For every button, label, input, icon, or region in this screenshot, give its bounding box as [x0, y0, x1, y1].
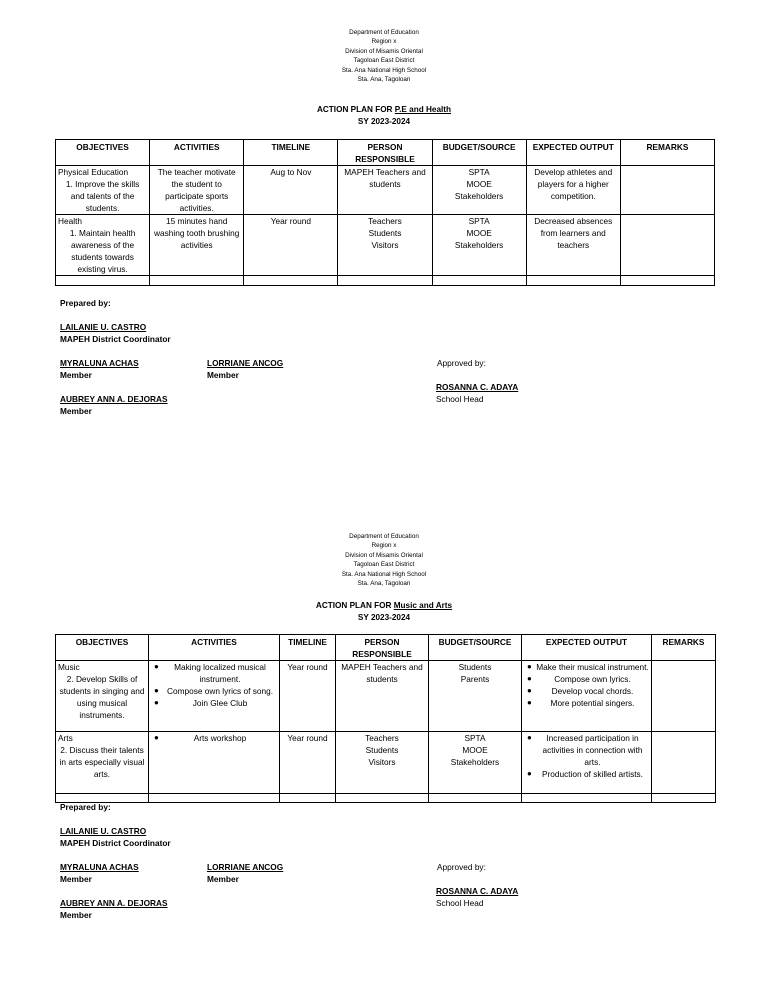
activities-cell: 15 minutes hand washing tooth brushing activities: [150, 215, 244, 276]
header-line: Region x: [371, 38, 397, 46]
timeline-cell: Year round: [280, 732, 336, 794]
budget-cell: SPTA MOOE Stakeholders: [429, 732, 522, 794]
school-head-signature: ROSANNA C. ADAYA School Head: [436, 886, 519, 908]
output-cell: Develop athletes and players for a higher competition.: [526, 166, 620, 215]
header-line: Division of Misamis Oriental: [345, 47, 423, 55]
plan-title: ACTION PLAN FOR P.E and Health SY 2023-2024: [0, 104, 768, 127]
column-header: ACTIVITIES: [149, 635, 280, 661]
list-item: ● More potential singers.: [524, 697, 649, 709]
member-signature: AUBREY ANN A. DEJORAS Member: [60, 898, 168, 920]
column-header: PERSON RESPONSIBLE: [338, 140, 432, 166]
remarks-cell: [620, 215, 714, 276]
person-cell: Teachers Students Visitors: [336, 732, 429, 794]
list-item: ● Compose own lyrics of song.: [151, 685, 277, 697]
member-signature: LORRIANE ANCOG Member: [207, 862, 284, 884]
plan-title: ACTION PLAN FOR Music and Arts SY 2023-2024: [0, 600, 768, 623]
school-year: SY 2023-2024: [357, 612, 411, 622]
table-header-row: [56, 635, 716, 661]
activities-cell: [149, 732, 280, 794]
output-cell: [522, 732, 652, 794]
table-row: [56, 215, 715, 276]
table-row: [56, 661, 716, 732]
activities-cell: [149, 661, 280, 732]
member-signature: AUBREY ANN A. DEJORAS Member: [60, 394, 168, 416]
header-line: Sta. Ana National High School: [341, 570, 427, 578]
person-cell: MAPEH Teachers and students: [338, 166, 432, 215]
column-header: OBJECTIVES: [56, 635, 149, 661]
prepared-by-label: Prepared by:: [60, 298, 111, 308]
table-header-row: [56, 140, 715, 166]
header-line: Department of Education: [349, 533, 419, 540]
school-head-signature: ROSANNA C. ADAYA School Head: [436, 382, 519, 404]
objective-cell: Arts 2. Discuss their talents in arts especially visual arts.: [56, 732, 149, 794]
column-header: REMARKS: [620, 140, 714, 166]
objective-cell: Health 1. Maintain health awareness of the students towards existing virus.: [56, 215, 150, 276]
member-signature: MYRALUNA ACHAS Member: [60, 358, 139, 380]
header-line: Division of Misamis Oriental: [345, 551, 423, 559]
remarks-cell: [620, 166, 714, 215]
list-item: ● Join Glee Club: [151, 697, 277, 709]
column-header: EXPECTED OUTPUT: [522, 635, 652, 661]
column-header: BUDGET/SOURCE: [429, 635, 522, 661]
document-header: [0, 532, 768, 588]
action-plan-table: [55, 139, 715, 286]
header-line: Tagoloan East District: [353, 561, 415, 569]
empty-row: [56, 276, 715, 286]
list-item: ● Increased participation in activities in connection with arts.: [524, 732, 649, 768]
header-line: Sta. Ana, Tagoloan: [357, 76, 411, 84]
column-header: TIMELINE: [280, 635, 336, 661]
budget-cell: Students Parents: [429, 661, 522, 732]
timeline-cell: Year round: [244, 215, 338, 276]
list-item: ● Arts workshop: [151, 732, 277, 744]
budget-cell: SPTA MOOE Stakeholders: [432, 166, 526, 215]
coordinator-signature: LAILANIE U. CASTRO MAPEH District Coordinator: [60, 322, 171, 344]
budget-cell: SPTA MOOE Stakeholders: [432, 215, 526, 276]
prepared-by-label: Prepared by:: [60, 802, 111, 812]
list-item: ● Making localized musical instrument.: [151, 661, 277, 685]
header-line: Sta. Ana National High School: [341, 66, 427, 74]
table-row: [56, 732, 716, 794]
table-row: [56, 166, 715, 215]
column-header: PERSON RESPONSIBLE: [336, 635, 429, 661]
approved-by-label: Approved by:: [437, 862, 486, 872]
objective-cell: Physical Education 1. Improve the skills and talents of the students.: [56, 166, 150, 215]
remarks-cell: [652, 661, 716, 732]
column-header: OBJECTIVES: [56, 140, 150, 166]
list-item: ● Compose own lyrics.: [524, 673, 649, 685]
action-plan-table: [55, 634, 716, 803]
list-item: ● Develop vocal chords.: [524, 685, 649, 697]
coordinator-signature: LAILANIE U. CASTRO MAPEH District Coordinator: [60, 826, 171, 848]
timeline-cell: Aug to Nov: [244, 166, 338, 215]
objective-cell: Music 2. Develop Skills of students in singing and using musical instruments.: [56, 661, 149, 732]
column-header: BUDGET/SOURCE: [432, 140, 526, 166]
timeline-cell: Year round: [280, 661, 336, 732]
column-header: REMARKS: [652, 635, 716, 661]
approved-by-label: Approved by:: [437, 358, 486, 368]
list-item: ● Production of skilled artists.: [524, 768, 649, 780]
column-header: ACTIVITIES: [150, 140, 244, 166]
column-header: TIMELINE: [244, 140, 338, 166]
column-header: EXPECTED OUTPUT: [526, 140, 620, 166]
person-cell: Teachers Students Visitors: [338, 215, 432, 276]
remarks-cell: [652, 732, 716, 794]
person-cell: MAPEH Teachers and students: [336, 661, 429, 732]
header-line: Region x: [371, 542, 397, 550]
header-line: Department of Education: [349, 29, 419, 36]
empty-row: [56, 794, 716, 803]
header-line: Sta. Ana, Tagoloan: [357, 580, 411, 588]
header-line: Tagoloan East District: [353, 57, 415, 65]
output-cell: [522, 661, 652, 732]
member-signature: LORRIANE ANCOG Member: [207, 358, 284, 380]
document-header: [0, 28, 768, 84]
output-cell: Decreased absences from learners and teachers: [526, 215, 620, 276]
activities-cell: The teacher motivate the student to participate sports activities.: [150, 166, 244, 215]
member-signature: MYRALUNA ACHAS Member: [60, 862, 139, 884]
list-item: ● Make their musical instrument.: [524, 661, 649, 673]
school-year: SY 2023-2024: [357, 116, 411, 126]
